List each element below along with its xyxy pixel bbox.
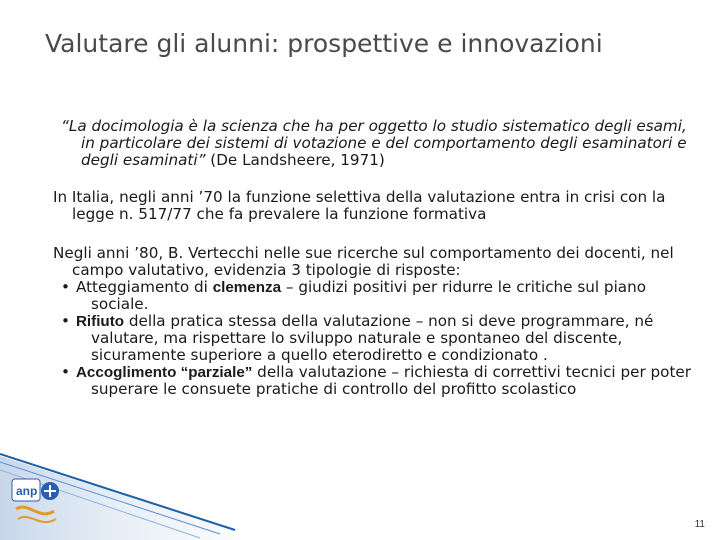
- bullet-marker: •: [61, 278, 70, 296]
- quote-source: (De Landsheere, 1971): [205, 151, 385, 169]
- paragraph-80s: Negli anni ’80, B. Vertecchi nelle sue ricerche sul comportamento dei docenti, nel campo valutativo, evidenzia 3 tipologie di risposte:: [53, 244, 674, 279]
- quote-text: “La docimologia è la scienza che ha per oggetto lo studio sistematico degli esami, in particolare dei sistemi di votazione e del comportamento degli esaminatori e degli esaminati”: [61, 117, 687, 169]
- bullet-emphasis: clemenza: [212, 279, 282, 296]
- paragraph-italy: In Italia, negli anni ’70 la funzione selettiva della valutazione entra in crisi con la legge n. 517/77 che fa prevalere la funzione formativa: [53, 188, 666, 223]
- bullet-marker: •: [61, 363, 70, 381]
- bullet-marker: •: [61, 312, 70, 330]
- bullet-text: Atteggiamento di: [75, 278, 213, 296]
- slide-body: [53, 118, 693, 398]
- anp-logo: [10, 475, 66, 529]
- bullet-item: [53, 364, 693, 398]
- bullet-emphasis: Accoglimento “parziale”: [75, 364, 253, 381]
- bullet-text: della pratica stessa della valutazione – non si deve programmare, né valutare, ma rispettare lo sviluppo naturale e spontaneo del discente, sicuramente superiore a quello eterodiretto e condizionato .: [91, 312, 654, 364]
- bullet-emphasis: Rifiuto: [75, 313, 125, 330]
- bullet-text: – giudizi positivi per ridurre le critiche sul piano sociale.: [91, 278, 647, 313]
- quote-paragraph: [53, 118, 693, 169]
- page-number: 11: [694, 519, 705, 530]
- bullet-item: [53, 313, 693, 364]
- bullet-item: [53, 279, 693, 313]
- slide-title: Valutare gli alunni: prospettive e innovazioni: [45, 29, 603, 58]
- bullet-text: della valutazione – richiesta di correttivi tecnici per poter superare le consuete pratiche di controllo del profitto scolastico: [91, 363, 692, 398]
- logo-text: anp: [16, 484, 38, 498]
